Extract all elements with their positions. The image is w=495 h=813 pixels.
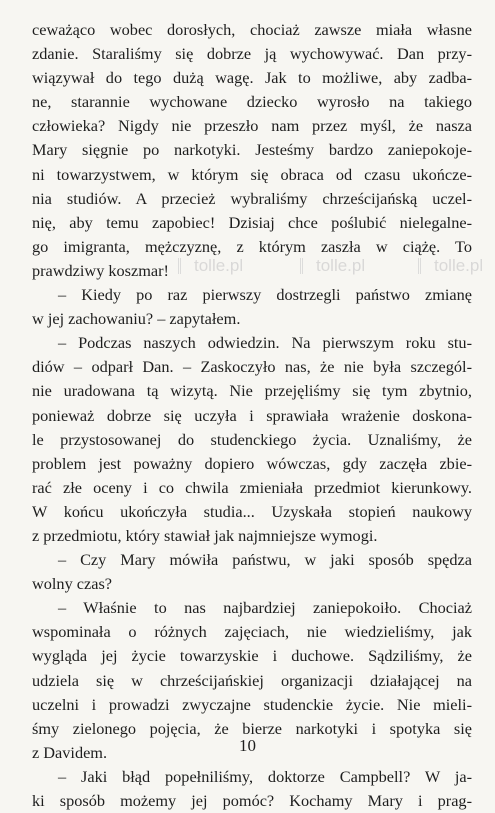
text-line: w jej zachowaniu? – zapytałem. [32, 309, 241, 329]
text-line: – Właśnie to nas najbardziej zaniepokoiło. Chociaż [58, 598, 472, 618]
text-line: człowieka? Nigdy nie przeszło nam przez myśl, że nasza [32, 116, 472, 136]
text-line: ne, starannie wychowane dziecko wyrosło na takiego [32, 92, 472, 112]
text-line: problem jest poważny dopiero wówczas, gdy zaczęła zbie- [32, 453, 472, 473]
text-line: śmy zielonego pojęcia, że bierze narkotyki i spotyka się [32, 718, 472, 738]
text-line: nia studiów. A przecież wybraliśmy chrześcijańską uczel- [32, 188, 472, 208]
text-line: nię, aby temu zapobiec! Dzisiaj chce poślubić nielegalne- [32, 212, 472, 232]
watermark: tolle.pl [418, 256, 483, 276]
text-line: wspominała o różnych zajęciach, nie wiedzieliśmy, jak [32, 622, 472, 642]
text-line: uczelni i prowadzi zwyczajne studenckie życie. Nie mieli- [32, 694, 472, 714]
text-line: zdanie. Staraliśmy się dobrze ją wychowywać. Dan przy- [32, 44, 472, 64]
text-line: ni towarzystwem, w którym się obraca od czasu ukończe- [32, 164, 472, 184]
text-line: rać złe oceny i co chwila zmieniała przedmiot kierunkowy. [32, 477, 472, 497]
text-line: wygląda jej życie towarzyskie i duchowe. Sądziliśmy, że [32, 646, 472, 666]
text-line: diów – odparł Dan. – Zaskoczyło nas, że nie była szczegól- [32, 357, 472, 377]
text-line: go imigranta, mężczyznę, z którym zaszła w ciążę. To [32, 236, 472, 256]
text-line: udziela się w chrześcijańskiej organizacji działającej na [32, 670, 472, 690]
watermark: tolle.pl [300, 256, 365, 276]
text-line: – Podczas naszych odwiedzin. Na pierwszym roku stu- [58, 333, 472, 353]
text-line: wiązywał do tego dużą wagę. Jak to możliwe, aby zadba- [32, 68, 472, 88]
text-line: wolny czas? [32, 574, 113, 594]
page-text [32, 18, 472, 813]
text-line: z Davidem. [32, 742, 108, 762]
text-line: – Czy Mary mówiła państwu, w jaki sposób spędza [58, 550, 472, 570]
text-line: prawdziwy koszmar! [32, 260, 169, 280]
text-line: ceważąco wobec dorosłych, chociaż zawsze miała własne [32, 20, 472, 39]
text-line: Mary sięgnie po narkotyki. Jesteśmy bardzo zaniepokoje- [32, 140, 472, 160]
text-line: ponieważ dobrze się uczyła i sprawiała wrażenie doskona- [32, 405, 472, 425]
watermark: tolle.pl [178, 256, 243, 276]
text-line: – Kiedy po raz pierwszy dostrzegli państwo zmianę [58, 285, 472, 305]
text-line: nie uradowana tą wizytą. Nie przejęliśmy się tym zbytnio, [32, 381, 472, 401]
page-number: 10 [239, 736, 256, 755]
text-line: W końcu ukończyła studia... Uzyskała stopień naukowy [32, 501, 472, 521]
text-line: ki sposób możemy jej pomóc? Kochamy Mary i prag- [32, 791, 472, 810]
text-line: z przedmiotu, który stawiał jak najmniejsze wymogi. [32, 525, 378, 545]
text-line: le przystosowanej do studenckiego życia. Uznaliśmy, że [32, 429, 472, 449]
text-line: – Jaki błąd popełniliśmy, doktorze Campbell? W ja- [58, 766, 472, 786]
